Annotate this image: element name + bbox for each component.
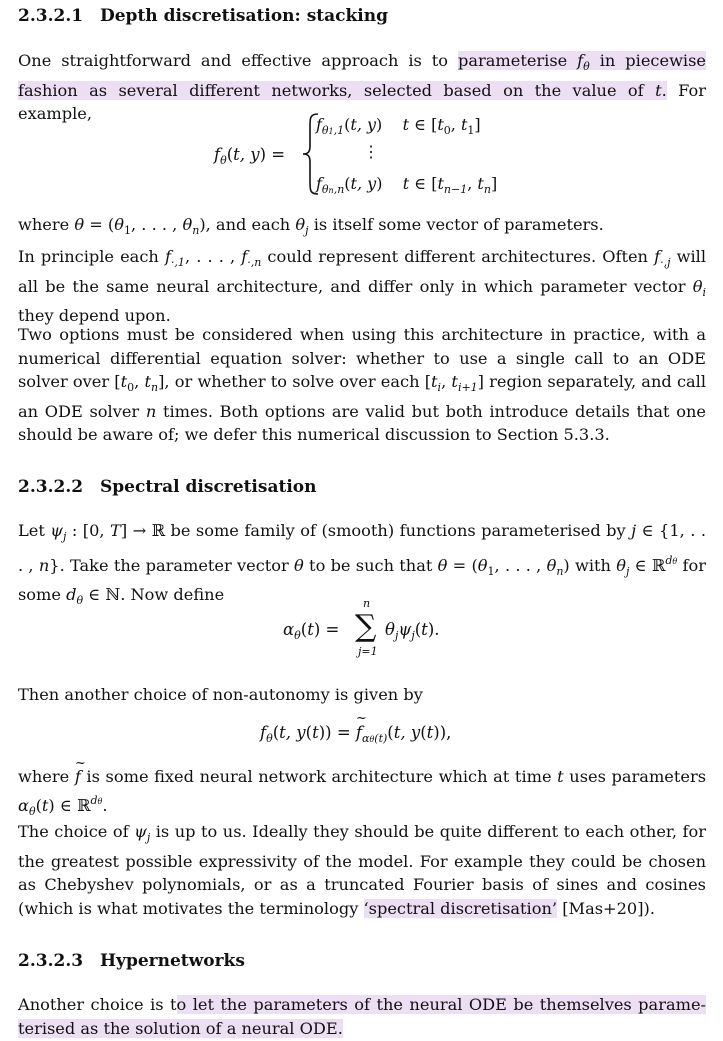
section-number: 2.3.2.3: [18, 951, 84, 971]
section-heading-2-3-2-2: [18, 476, 316, 498]
paragraph-architectures: In principle each $f_{\cdot,1}$, . . . , $f_{\cdot,n}$ could represent different architectures. Often $f_{\cdot,j}$ will all be the same neural architecture, and differ only in which parameter vector $\theta_i$ they depend upon.: [18, 247, 706, 326]
sum-symbol: ∑: [355, 609, 377, 644]
equation-piecewise-lhs: $f_\theta(t$, y) =: [214, 145, 286, 167]
equation-f-theta: $f_\theta(t$, y(t)) = ~ $f_{\alpha\theta(t)}(t$, y(t)),: [260, 711, 452, 745]
paragraph-two-options: Two options must be considered when using this architecture in practice, with a numerical differential equation solver: whether to use a single call to an ODE solver over [$t_0$, $t_n$], or whether to solve over each [$t_i$, $t_{i+1}$] region separately, and call an ODE solver n times. Both options are valid but both introduce details that one should be aware of; we defer this numerical discussion to Section 5.3.3.: [18, 325, 707, 445]
paragraph-hypernetworks: [18, 993, 706, 1040]
sum-lower-limit: j=1: [358, 645, 378, 658]
highlight: ‘spectral discretisation’: [363, 898, 558, 918]
paragraph-theta-def: where $\theta = (\theta_1$, . . . , $\theta_n$), and each $\theta_j$ is itself some vector of parameters.: [18, 215, 604, 237]
paragraph-spectral-intro: Let $\psi_j$ : [0, T] → ℝ be some family of (smooth) functions parameterised by j ∈ {1, . . . , n}. Take the parameter vector θ to be such that $\theta = (\theta_1$, . . . , $\theta_n$) with $\theta_j$ ∈ ℝ$^{d\theta}$ for some $d_\theta$ ∈ ℕ. Now define: [18, 521, 706, 608]
equation-alpha-rhs: $\theta_j\psi_j(t)$.: [385, 620, 440, 642]
section-title: Hypernetworks: [100, 951, 245, 971]
sum-upper-limit: n: [363, 597, 371, 610]
paragraph-non-autonomy: Then another choice of non-autonomy is given by: [18, 685, 423, 704]
equation-case-1: $f_{\theta 1,1}(t$, y) t ∈ [$t_0$, $t_1$]: [316, 115, 481, 137]
section-number: 2.3.2.1: [18, 6, 84, 26]
equation-case-n: $f_{\theta n,n}(t$, y) t ∈ [$t_{n-1}$, $t_n$]: [316, 174, 498, 196]
paragraph-choice-of-psi: The choice of $\psi_j$ is up to us. Ideally they should be quite different to each other, for the greatest possible expressivity of the model. For example they could be chosen as Chebyshev polynomials, or as a truncated Fourier basis of sines and cosines (which is what motivates the terminology ‘spectral discretisation’ [Mas+20]).: [18, 822, 706, 918]
section-heading-2-3-2-1: [18, 5, 388, 27]
text-run: One straightforward and effective approach is to: [18, 51, 458, 70]
text-run: [Mas+20]).: [557, 898, 655, 918]
paragraph-fixed-architecture: where ~ f is some fixed neural network architecture which at time t uses parameters $\alpha_\theta(t)$ ∈ ℝ$^{d\theta}$.: [18, 756, 707, 818]
section-number: 2.3.2.2: [18, 477, 84, 497]
section-heading-2-3-2-3: [18, 950, 245, 972]
text-run: Another choice is t: [18, 995, 177, 1014]
equation-case-ellipsis: ⋮: [363, 142, 379, 161]
paragraph-stacking-intro: One straightforward and effective approach is to parameterise $f_\theta$ in piecewise fashion as several different networks, selected based on the value of t. For example,: [18, 51, 706, 124]
equation-alpha-lhs: $\alpha_\theta(t)$ =: [283, 620, 340, 642]
section-title: Spectral discretisation: [100, 477, 317, 497]
section-title: Depth discretisation: stacking: [100, 6, 388, 26]
highlight: parameterise $f_\theta$ in piecewise fashion as several different networks, selected based on the value of t.: [18, 51, 706, 100]
highlight: o let the parameters of the neural ODE be themselves parame-terised as the solution of a neural ODE.: [18, 995, 706, 1038]
